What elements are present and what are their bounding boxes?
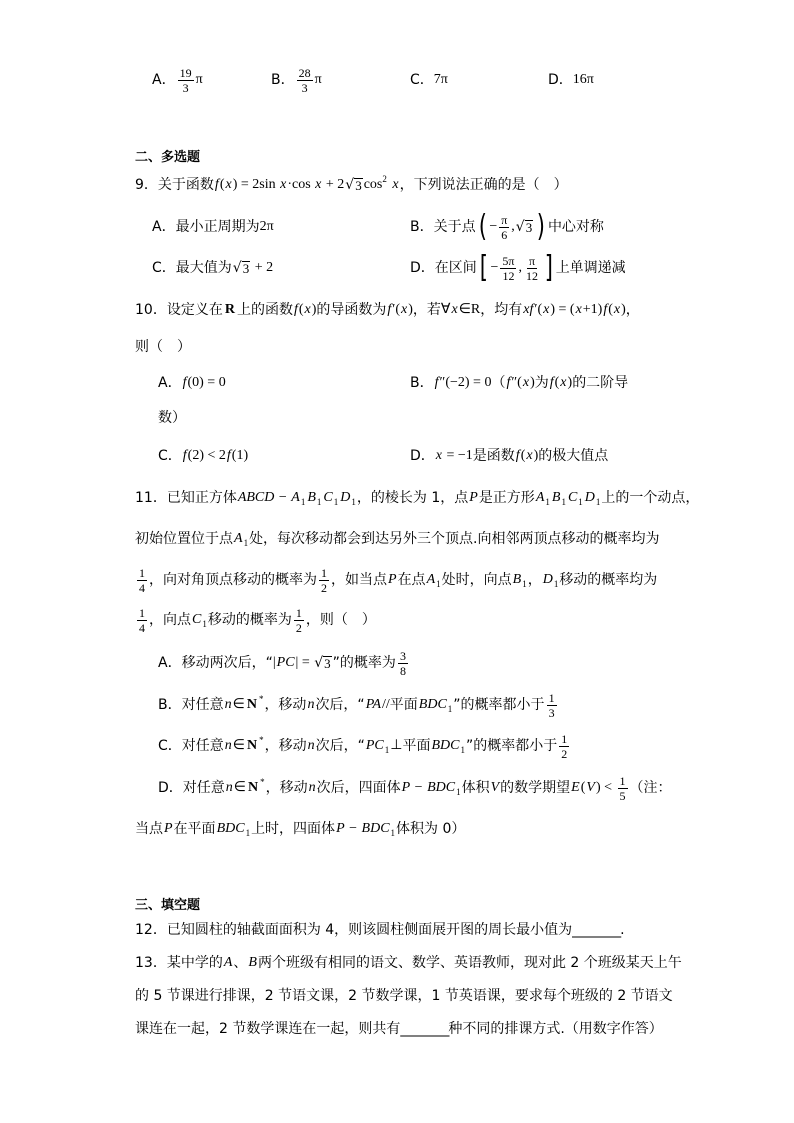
math-variable: x <box>575 302 582 317</box>
text-run: 则（ ） <box>135 339 191 355</box>
math-variable: n <box>308 780 316 795</box>
q9-option-b <box>410 209 604 245</box>
subscript: 1 <box>316 497 322 507</box>
text-run: D． <box>410 448 435 464</box>
subscript: 1 <box>561 497 566 507</box>
math-symbol: (1) <box>231 448 249 463</box>
text-run: A．最小正周期为 <box>152 219 260 235</box>
text-run: ，移动 <box>264 738 307 754</box>
math-variable: A <box>291 490 300 505</box>
text-run: C．最大值为 <box>152 260 232 276</box>
subscript: 1 <box>578 497 583 507</box>
math-symbol: π <box>314 72 322 87</box>
q9-option-d <box>410 250 626 286</box>
q11-stem-line-3 <box>135 562 657 598</box>
fraction-denominator: 4 <box>139 580 145 595</box>
square-root <box>516 219 533 235</box>
text-run: 的导函数为 <box>316 302 387 318</box>
text-run: ， <box>625 302 640 318</box>
text-run: C． <box>158 448 182 464</box>
math-variable: A <box>223 955 233 970</box>
text-run: 的极大值点 <box>538 448 609 464</box>
math-symbol: 7π <box>433 72 448 87</box>
text-run: D．在区间 <box>410 260 477 276</box>
subscript: 1 <box>553 579 559 589</box>
square-root <box>345 177 362 193</box>
math-variable: f <box>182 375 187 390</box>
math-variable: B <box>512 572 522 587</box>
math-variable: f <box>515 448 520 463</box>
math-symbol: ) < <box>595 780 616 795</box>
fraction <box>500 254 516 283</box>
big-bracket: ( <box>478 209 487 244</box>
math-symbol: ( <box>298 302 304 317</box>
math-symbol: ∀ <box>440 302 451 317</box>
math-variable: A <box>234 531 243 546</box>
text-run: ”的概率都小于 <box>453 697 545 713</box>
subscript: 1 <box>243 538 249 548</box>
text-run: ，下列说法正确的是（ ） <box>399 177 568 193</box>
math-variable: P <box>388 572 397 587</box>
text-run: 平面 <box>402 738 431 754</box>
text-run: 9．关于函数 <box>135 177 214 193</box>
text-run: A．移动两次后，“ <box>158 655 273 671</box>
math-variable: E <box>571 780 580 795</box>
subscript: 1 <box>245 828 251 838</box>
math-symbol: π <box>195 72 203 87</box>
fraction-numerator: 1 <box>139 605 145 620</box>
math-variable: f <box>387 302 392 317</box>
q11-option-c <box>158 728 571 764</box>
sqrt-radicand: √ 3 <box>525 220 533 235</box>
section-heading-fill-in: 三、填空题 <box>135 897 201 913</box>
text-run: 种不同的排课方式.（用数字作答） <box>448 1021 663 1037</box>
fraction <box>547 691 557 720</box>
math-variable: f <box>506 375 511 390</box>
math-symbol: ″( <box>511 375 522 390</box>
fraction-denominator: 3 <box>182 80 189 95</box>
fraction-denominator: 8 <box>399 663 406 678</box>
text-run: ，若 <box>412 302 441 318</box>
text-run: 上时，四面体 <box>251 821 336 837</box>
big-bracket: ] <box>544 250 553 285</box>
text-run: A． <box>152 72 176 88</box>
number-set-symbol: N <box>247 780 259 795</box>
text-run: 是函数 <box>472 448 515 464</box>
math-symbol: ′( <box>534 302 543 317</box>
fraction-numerator: 28 <box>298 65 311 80</box>
q10-stem-continued <box>135 329 191 365</box>
math-symbol: ) <box>533 448 539 463</box>
q10-option-b <box>410 365 628 401</box>
subscript: 1 <box>595 497 601 507</box>
text-run: 初始位置位于点 <box>135 531 233 547</box>
text-run: ，的棱长为 1，点 <box>356 490 469 506</box>
sqrt-radicand: √ 3 <box>242 261 250 276</box>
answer-blank: ________ <box>400 1021 449 1037</box>
math-symbol: ) <box>530 375 535 390</box>
math-variable: P <box>336 821 345 836</box>
math-symbol: + 2 <box>322 177 345 192</box>
fraction <box>499 213 509 242</box>
q10-option-d <box>410 438 608 474</box>
math-variable: n <box>307 697 315 712</box>
math-variable: x <box>613 302 621 317</box>
math-symbol: , <box>511 219 515 234</box>
math-variable: B <box>551 490 561 505</box>
text-run: 在平面 <box>173 821 216 837</box>
q9-option-c <box>152 250 273 286</box>
text-run: 处时，向点 <box>441 572 512 588</box>
subscript: 1 <box>436 579 441 589</box>
q10-option-b-continued <box>158 400 186 436</box>
math-symbol: ) <box>311 302 317 317</box>
math-variable: D <box>542 572 553 587</box>
text-run: C．对任意 <box>158 738 224 754</box>
q8-option-b <box>271 62 322 98</box>
math-variable: f <box>434 375 439 390</box>
text-run: ，向对角顶点移动的概率为 <box>149 572 317 588</box>
math-variable: x <box>225 177 232 192</box>
math-symbol: ( <box>219 177 225 192</box>
subscript: 1 <box>460 745 465 755</box>
text-run: 处，每次移动都会到达另外三个顶点.向相邻两顶点移动的概率均为 <box>249 531 660 547</box>
math-variable: V <box>586 780 595 795</box>
math-variable: x <box>304 302 311 317</box>
number-set-symbol: R <box>224 302 235 317</box>
math-variable: x <box>560 375 567 390</box>
fraction <box>559 732 569 761</box>
text-run: 在点 <box>397 572 426 588</box>
q11-stem-line-4 <box>135 602 376 638</box>
text-run: 的二阶导 <box>572 375 629 391</box>
text-run: B．对任意 <box>158 697 224 713</box>
text-run: 12．已知圆柱的轴截面面积为 4，则该圆柱侧面展开图的周长最小值为 <box>135 922 573 938</box>
fraction <box>137 606 147 635</box>
subscript: 1 <box>300 497 306 507</box>
fraction-denominator: 12 <box>502 268 515 283</box>
math-symbol: ) <box>621 302 626 317</box>
sqrt-radicand: √ 3 <box>355 178 362 193</box>
fraction-numerator: 5π <box>502 253 515 268</box>
text-run: 13．某中学的 <box>135 955 223 971</box>
fraction <box>618 774 628 803</box>
math-symbol: − <box>411 780 427 795</box>
text-run: ，移动 <box>264 697 307 713</box>
text-run: 的 5 节课进行排课，2 节语文课，2 节数学课，1 节英语课，要求每个班级的 2 节语文 <box>135 988 673 1004</box>
fraction-numerator: 3 <box>399 648 406 663</box>
math-variable: n <box>224 738 232 753</box>
math-variable: BDC <box>431 738 460 753</box>
subscript: 1 <box>351 497 356 507</box>
text-run: 两个班级有相同的语文、数学、英语教师，现对此 2 个班级某天上午 <box>257 955 682 971</box>
q8-option-c <box>410 62 448 98</box>
q11-option-a <box>158 645 410 681</box>
text-run: ，移动 <box>265 780 308 796</box>
subscript: 1 <box>333 497 339 507</box>
math-variable: B <box>248 955 257 970</box>
superscript: * <box>259 735 264 745</box>
math-variable: f <box>603 302 608 317</box>
math-variable: BDC <box>216 821 245 836</box>
fraction-denominator: 3 <box>301 80 308 95</box>
math-symbol: ) = ( <box>550 302 575 317</box>
math-variable: D <box>584 490 595 505</box>
fraction-numerator: 1 <box>619 773 626 788</box>
subscript: 1 <box>456 787 461 797</box>
q13-stem-line-2 <box>135 978 673 1014</box>
text-run: 次后，四面体 <box>316 780 401 796</box>
math-symbol: // <box>382 697 390 712</box>
math-symbol: | = <box>295 655 314 670</box>
math-variable: x <box>451 302 458 317</box>
q13-stem-line-1 <box>135 945 682 981</box>
math-symbol: ′( <box>392 302 401 317</box>
math-symbol: ∈ <box>233 780 246 795</box>
subscript: 1 <box>545 497 550 507</box>
fraction-denominator: 6 <box>501 227 508 242</box>
math-variable: A <box>426 572 436 587</box>
fraction-numerator: 1 <box>295 605 302 620</box>
math-symbol: ( <box>608 302 613 317</box>
text-run: D． <box>548 72 573 88</box>
math-variable: P <box>401 780 411 795</box>
math-variable: x <box>435 448 442 463</box>
math-variable: BDC <box>418 697 447 712</box>
math-symbol: − <box>275 490 291 505</box>
math-variable: BDC <box>427 780 456 795</box>
math-symbol: + 2 <box>251 260 274 275</box>
math-symbol: ·cos <box>287 177 315 192</box>
math-variable: x <box>280 177 287 192</box>
answer-blank: ________ <box>572 922 621 938</box>
fraction-numerator: π <box>501 212 508 227</box>
math-variable: B <box>307 490 316 505</box>
text-run: ”的概率都小于 <box>465 738 558 754</box>
fraction <box>294 606 304 635</box>
big-bracket: ) <box>536 209 546 244</box>
math-symbol: ( <box>580 780 586 795</box>
q9-stem <box>135 167 568 203</box>
math-variable: PC <box>276 655 295 670</box>
superscript: * <box>260 777 265 787</box>
text-run: ，则（ ） <box>305 612 376 628</box>
text-run: 的数学期望 <box>500 780 571 796</box>
math-symbol: , <box>518 260 522 275</box>
math-symbol: ( <box>554 375 560 390</box>
subscript: 1 <box>384 745 390 755</box>
math-variable: f <box>214 177 219 192</box>
math-symbol: (0) = 0 <box>187 375 226 390</box>
math-symbol: ∈ <box>232 697 245 712</box>
text-run: C． <box>410 72 434 88</box>
text-run: ，向点 <box>149 612 191 628</box>
math-variable: f <box>549 375 554 390</box>
number-set-symbol: N <box>246 738 258 753</box>
math-symbol: ″(−2) = 0 <box>439 375 492 390</box>
math-symbol: − <box>489 219 498 234</box>
text-run: （注： <box>629 780 672 796</box>
text-run: 、 <box>233 955 248 971</box>
text-run: 移动的概率均为 <box>559 572 658 588</box>
q11-stem-line-1 <box>135 480 699 516</box>
fraction <box>398 649 408 678</box>
math-variable: f <box>182 448 187 463</box>
q10-option-a <box>158 365 226 401</box>
math-symbol: ∈R <box>458 302 481 317</box>
text-run: 10．设定义在 <box>135 302 223 318</box>
text-run: 移动的概率为 <box>207 612 292 628</box>
fraction-denominator: 4 <box>139 620 145 635</box>
fraction-denominator: 2 <box>561 746 568 761</box>
superscript: * <box>258 694 264 704</box>
text-run: 上的一个动点， <box>601 490 700 506</box>
math-variable: P <box>469 490 478 505</box>
math-variable: P <box>164 821 173 836</box>
math-symbol: 2π <box>259 219 274 234</box>
fraction-denominator: 2 <box>321 580 327 595</box>
math-variable: n <box>224 697 232 712</box>
math-variable: x <box>522 375 530 390</box>
section-heading-multi-choice: 二、多选题 <box>135 149 201 165</box>
text-run: 为 <box>534 375 549 391</box>
fraction <box>178 66 194 95</box>
math-variable: n <box>225 780 233 795</box>
q10-stem <box>135 292 640 328</box>
text-run: 当点 <box>135 821 163 837</box>
fraction-numerator: 1 <box>548 690 555 705</box>
math-variable: n <box>307 738 315 753</box>
fraction <box>319 566 329 595</box>
text-run: ，均有 <box>480 302 523 318</box>
fraction-numerator: 1 <box>561 731 568 746</box>
math-variable: x <box>526 448 533 463</box>
math-symbol: 16π <box>572 72 594 87</box>
fraction <box>137 566 147 595</box>
text-run: 次后，“ <box>315 738 365 754</box>
text-run: 中心对称 <box>547 219 604 235</box>
math-symbol: cos <box>363 177 383 192</box>
math-variable: x <box>315 177 322 192</box>
q8-option-a <box>152 62 203 98</box>
square-root <box>233 260 250 276</box>
fraction <box>524 254 540 283</box>
fraction-numerator: 19 <box>179 65 192 80</box>
text-run: 平面 <box>389 697 418 713</box>
q10-option-c <box>158 438 248 474</box>
text-run: 11．已知正方体 <box>135 490 237 506</box>
math-variable: C <box>567 490 578 505</box>
math-variable: ABCD <box>237 490 275 505</box>
text-run: 体积为 0） <box>396 821 466 837</box>
text-run: （ <box>491 375 506 391</box>
math-symbol: (2) < 2 <box>187 448 226 463</box>
math-variable: x <box>392 177 399 192</box>
math-symbol: | <box>272 655 276 670</box>
math-variable: x <box>543 302 550 317</box>
q13-stem-line-3 <box>135 1011 663 1047</box>
q11-option-d-continued <box>135 811 465 847</box>
fraction-numerator: 1 <box>139 565 145 580</box>
math-variable: C <box>192 612 202 627</box>
subscript: 1 <box>447 704 453 714</box>
math-symbol: = −1 <box>443 448 473 463</box>
q9-option-a <box>152 209 274 245</box>
big-bracket: [ <box>479 250 488 285</box>
math-variable: x <box>401 302 408 317</box>
superscript: 2 <box>382 174 387 184</box>
fraction-denominator: 2 <box>295 620 302 635</box>
text-run: B．关于点 <box>410 219 476 235</box>
fraction-denominator: 5 <box>619 788 626 803</box>
number-set-symbol: N <box>246 697 257 712</box>
q8-option-d <box>548 62 594 98</box>
q12-stem <box>135 912 625 948</box>
text-run: B． <box>410 375 434 391</box>
text-run: B． <box>271 72 295 88</box>
fraction-denominator: 3 <box>548 705 555 720</box>
sqrt-radicand: √ 3 <box>324 656 331 671</box>
q11-option-d <box>158 770 672 806</box>
math-variable: BDC <box>361 821 390 836</box>
text-run: ， <box>527 572 542 588</box>
math-symbol: − <box>490 260 499 275</box>
square-root <box>314 655 331 671</box>
math-variable: xf <box>523 302 534 317</box>
q11-option-b <box>158 687 559 723</box>
math-variable: PA <box>365 697 382 712</box>
math-variable: V <box>490 780 500 795</box>
math-variable: D <box>340 490 351 505</box>
text-run: 是正方形 <box>478 490 535 506</box>
subscript: 1 <box>522 579 527 589</box>
q11-stem-line-2 <box>135 521 660 557</box>
fraction-numerator: π <box>528 253 535 268</box>
math-variable: PC <box>365 738 384 753</box>
math-symbol: ⊥ <box>390 738 403 753</box>
subscript: 1 <box>202 619 207 629</box>
text-run: ，如当点 <box>331 572 387 588</box>
text-run: 体积 <box>461 780 490 796</box>
text-run: 课连在一起，2 节数学课连在一起，则共有 <box>135 1021 401 1037</box>
math-symbol: +1) <box>582 302 603 317</box>
math-symbol: ) <box>408 302 413 317</box>
math-symbol: ) = 2sin <box>232 177 280 192</box>
text-run: ”的概率为 <box>332 655 396 671</box>
text-run: 上的函数 <box>236 302 293 318</box>
subscript: 1 <box>390 828 396 838</box>
math-variable: A <box>535 490 545 505</box>
text-run: D．对任意 <box>158 780 225 796</box>
math-variable: C <box>323 490 333 505</box>
math-symbol: − <box>345 821 361 836</box>
text-run: A． <box>158 375 182 391</box>
math-variable: f <box>226 448 231 463</box>
text-run: . <box>620 922 625 938</box>
math-symbol <box>388 176 392 194</box>
math-symbol: ( <box>520 448 526 463</box>
fraction <box>297 66 313 95</box>
math-variable: f <box>293 302 298 317</box>
text-run: 上单调递减 <box>555 260 626 276</box>
text-run: 次后，“ <box>315 697 365 713</box>
fraction-denominator: 12 <box>525 268 538 283</box>
math-symbol: ) <box>567 375 573 390</box>
text-run: 数） <box>158 410 186 426</box>
fraction-numerator: 1 <box>321 565 327 580</box>
math-symbol: ∈ <box>232 738 245 753</box>
